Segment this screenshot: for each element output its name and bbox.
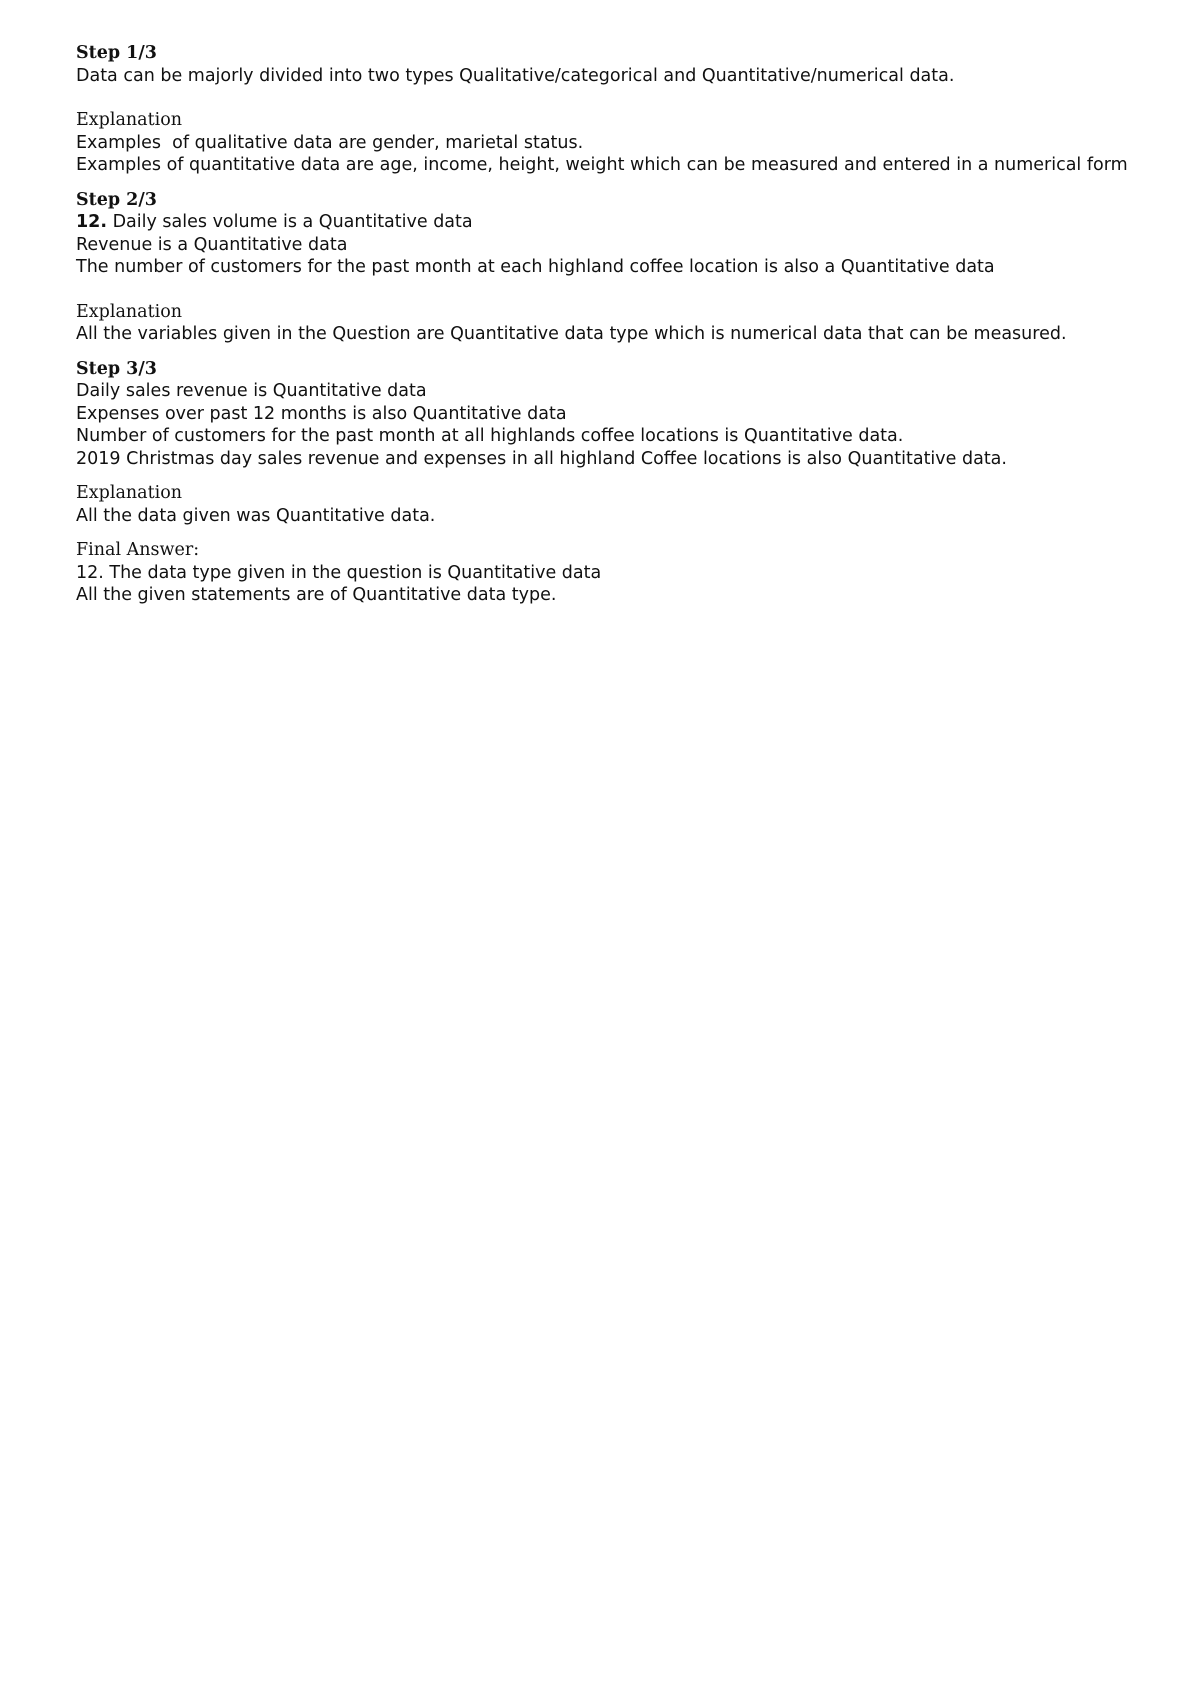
step-2-line-1 — [76, 211, 1136, 234]
step-1-text: Data can be majorly divided into two types Qualitative/categorical and Quantitative/numerical data. — [76, 65, 955, 86]
step-1-explanation-label: Explanation — [76, 110, 183, 130]
step-2-line-1-text: Daily sales volume is a Quantitative data — [107, 212, 473, 232]
document-page — [76, 42, 1136, 607]
step-3-line: Expenses over past 12 months is also Quantitative data — [76, 403, 567, 424]
step-1-title: Step 1/3 — [76, 43, 157, 63]
step-1-explanation-line: Examples of qualitative data are gender, marietal status. — [76, 132, 584, 153]
step-2-section — [76, 189, 1136, 279]
step-3-line: Daily sales revenue is Quantitative data — [76, 381, 427, 401]
step-1-explanation — [76, 109, 1136, 177]
final-answer-section — [76, 539, 1136, 607]
step-3-explanation-text: All the data given was Quantitative data. — [76, 505, 436, 526]
step-2-explanation-label: Explanation — [76, 301, 183, 322]
final-answer-line: All the given statements are of Quantitative data type. — [76, 585, 557, 605]
step-3-explanation-label: Explanation — [76, 483, 183, 503]
step-1-section — [76, 42, 1136, 87]
step-3-line: 2019 Christmas day sales revenue and expenses in all highland Coffee locations is also Quantitative data. — [76, 448, 1007, 469]
step-3-line: Number of customers for the past month at all highlands coffee locations is Quantitative data. — [76, 426, 904, 446]
step-3-section — [76, 358, 1136, 471]
step-2-title: Step 2/3 — [76, 189, 157, 210]
step-2-line-3: The number of customers for the past month at each highland coffee location is also a Quantitative data — [76, 257, 995, 277]
question-number: 12. — [76, 212, 108, 232]
step-3-title: Step 3/3 — [76, 358, 157, 379]
final-answer-line: 12. The data type given in the question is Quantitative data — [76, 562, 602, 583]
step-2-explanation-text: All the variables given in the Question are Quantitative data type which is numerical data that can be measured. — [76, 324, 1067, 344]
step-2-explanation — [76, 301, 1136, 346]
step-1-explanation-line: Examples of quantitative data are age, income, height, weight which can be measured and entered in a numerical form — [76, 155, 1128, 175]
final-answer-label: Final Answer: — [76, 540, 200, 560]
step-2-line-2: Revenue is a Quantitative data — [76, 234, 348, 255]
step-3-explanation — [76, 482, 1136, 527]
